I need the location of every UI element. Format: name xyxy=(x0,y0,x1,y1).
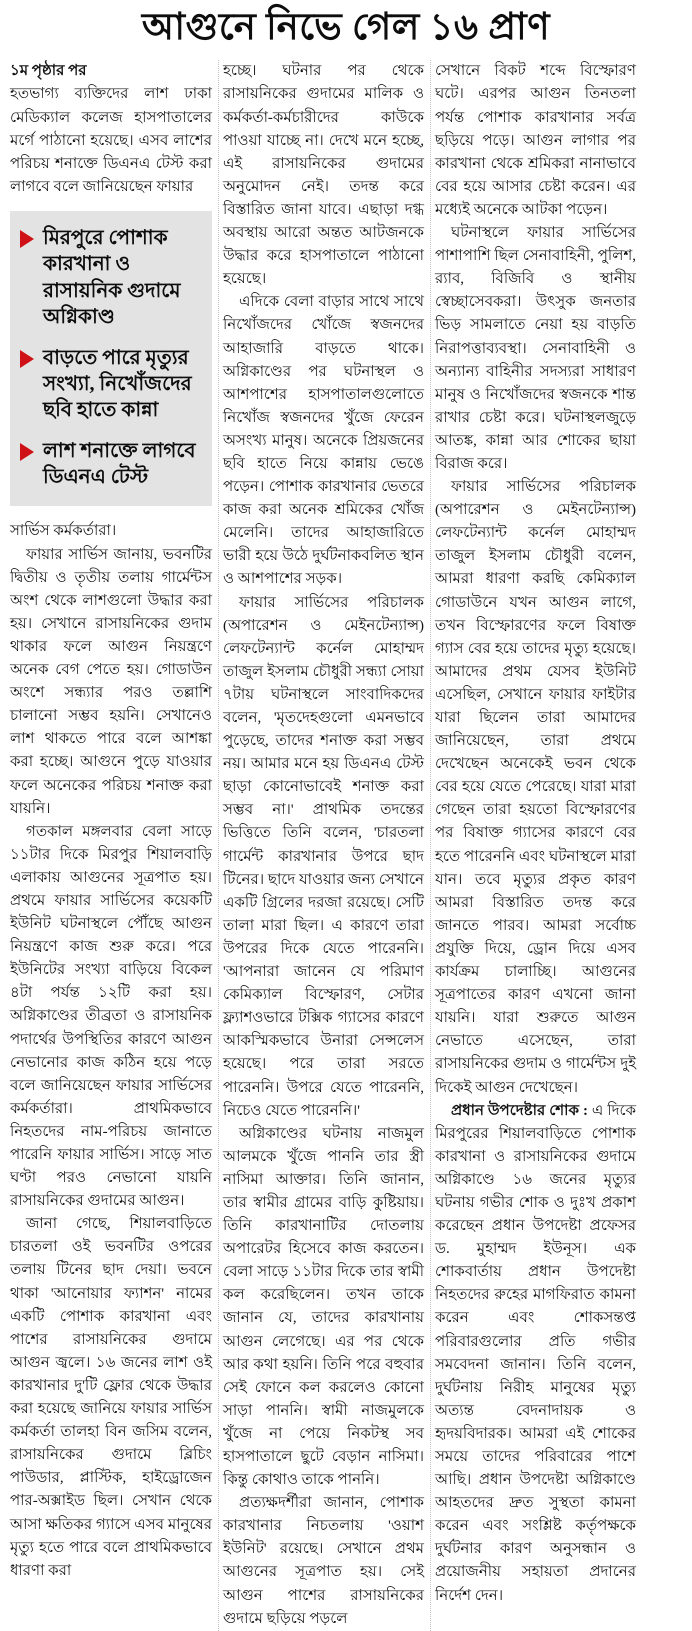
summary-bullet-item xyxy=(18,438,202,491)
triangle-bullet-icon xyxy=(20,350,34,368)
paragraph: প্রত্যক্ষদর্শীরা জানান, পোশাক কারখানার নিচতলায় 'ওয়াশ ইউনিট' রয়েছে। সেখানে প্রথম আগুনের সূত্রপাত হয়। সেই আগুন পাশের রাসায়নিকের গুদামে ছড়িয়ে পড়লে xyxy=(223,1495,424,1627)
paragraph: ঘটনাস্থলে ফায়ার সার্ভিসের পাশাপাশি ছিল সেনাবাহিনী, পুলিশ, র‍্যাব, বিজিবি ও স্থানীয় স্বেচ্ছাসেবকরা। উৎসুক জনতার ভিড় সামলাতে নেয়া হয় বাড়তি নিরাপত্তাব্যবস্থা। সেনাবাহিনী ও অন্যান্য বাহিনীর সদস্যরা সাধারণ মানুষ ও নিখোঁজদের স্বজনকে শান্ত রাখার চেষ্টা করে। ঘটনাস্থলজুড়ে আতঙ্ক, কান্না আর শোকের ছায়া বিরাজ করে। xyxy=(435,225,636,472)
paragraph: হচ্ছে। ঘটনার পর থেকে রাসায়নিকের গুদামের মালিক ও কর্মকর্তা-কর্মচারীদের কাউকে পাওয়া যাচ্ছে না। দেখে মনে হচ্ছে, এই রাসায়নিকের গুদামের অনুমোদন নেই। তদন্ত করে বিস্তারিত জানা যাবে। এছাড়া দগ্ধ অবস্থায় আরো অন্তত আটজনকে উদ্ধার করে হাসপাতালে পাঠানো হয়েছে। xyxy=(223,63,424,288)
triangle-bullet-icon xyxy=(20,443,34,461)
section-lead-label: প্রধান উপদেষ্টার শোক : xyxy=(451,1102,588,1119)
summary-bullet-item xyxy=(18,345,202,424)
column-middle xyxy=(218,60,430,1630)
paragraph: জানা গেছে, শিয়ালবাড়িতে চারতলা ওই ভবনটির ওপরের তলায় টিনের ছাদ দেয়া। ভবনে থাকা 'আনোয়ার ফ্যাশন' নামের একটি পোশাক কারখানা এবং পাশের রাসায়নিকের গুদামে আগুন জ্বলে। ১৬ জনের লাশ ওই কারখানার দু'টি ফ্লোর থেকে উদ্ধার করা হয়েছে জানিয়ে ফায়ার সার্ভিস কর্মকর্তা তালহা বিন জসিম বলেন, রাসায়নিকের গুদামে ব্লিচিং পাউডার, প্লাস্টিক, হাইড্রোজেন পার-অক্সাইড ছিল। সেখান থেকে আসা ক্ষতিকর গ্যাসে এসব মানুষের মৃত্যু হতে পারে বলে প্রাথমিকভাবে ধারণা করা xyxy=(10,1216,212,1579)
paragraph: ফায়ার সার্ভিসের পরিচালক (অপারেশন ও মেইনটেন্যান্স) লেফটেন্যান্ট কর্নেল মোহাম্মদ তাজুল ইসলাম চৌধুরী সন্ধ্যা সোয়া ৭টায় ঘটনাস্থলে সাংবাদিকদের বলেন, 'মৃতদেহগুলো এমনভাবে পুড়েছে, তাদের শনাক্ত করা সম্ভব নয়। আমার মনে হয় ডিএনএ টেস্ট ছাড়া কোনোভাবেই শনাক্ত করা সম্ভব না।' প্রাথমিক তদন্তের ভিত্তিতে তিনি বলেন, 'চারতলা গার্মেন্ট কারখানার উপরে ছাদ টিনের। ছাদে যাওয়ার জন্য সেখানে একটি গ্রিলের দরজা রয়েছে। সেটি তালা মারা ছিল। এ কারণে তারা উপরের দিকে যেতে পারেননি। 'আপনারা জানেন যে পরিমাণ কেমিক্যাল বিস্ফোরণ, সেটার ফ্ল্যাশওভারে টক্সিক গ্যাসের কারণে আকস্মিকভাবে উনারা সেন্সলেস হয়েছে। পরে তারা সরতে পারেননি। উপরে যেতে পারেননি, নিচেও যেতে পারেননি।' xyxy=(223,594,424,1119)
paragraph: ফায়ার সার্ভিসের পরিচালক (অপারেশন ও মেইনটেন্যান্স) লেফটেন্যান্ট কর্নেল মোহাম্মদ তাজুল ইসলাম চৌধুরী বলেন, আমরা ধারণা করছি কেমিক্যাল গোডাউনে যখন আগুন লাগে, তখন বিস্ফোরণের ফলে বিষাক্ত গ্যাস বের হয়ে তাদের মৃত্যু হয়েছে। আমাদের প্রথম যেসব ইউনিট এসেছিল, সেখানে ফায়ার ফাইটার যারা ছিলেন তারা আমাদের জানিয়েছেন, তারা প্রথমে দেখেছেন অনেকেই ভবন থেকে বের হয়ে যেতে পেরেছে। যারা মারা গেছেন তারা হয়তো বিস্ফোরণের পর বিষাক্ত গ্যাসের কারণে বের হতে পারেননি এবং ঘটনাস্থলে মারা যান। তবে মৃত্যুর প্রকৃত কারণ আমরা বিস্তারিত তদন্ত করে জানতে পারব। আমরা সর্বোচ্চ প্রযুক্তি দিয়ে, ড্রোন দিয়ে এসব কার্যক্রম চালাচ্ছি। আগুনের সূত্রপাতের কারণ এখনো জানা যায়নি। যারা শুরুতে আগুন নেভাতে এসেছেন, তারা রাসায়নিকের গুদাম ও গার্মেন্টস দুই দিকেই আগুন দেখেছেন। xyxy=(435,479,636,1096)
paragraph: সেখানে বিকট শব্দে বিস্ফোরণ ঘটে। এরপর আগুন তিনতলা পর্যন্ত পোশাক কারখানার সর্বত্র ছড়িয়ে পড়ে। আগুন লাগার পর কারখানা থেকে শ্রমিকরা নানাভাবে বের হয়ে আসার চেষ্টা করেন। এর মধ্যেই অনেকে আটকা পড়েন। xyxy=(435,63,636,218)
highlight-summary-box xyxy=(10,211,212,507)
summary-bullet-text: মিরপুরে পোশাক কারখানা ও রাসায়নিক গুদামে অগ্নিকাণ্ড xyxy=(43,226,181,329)
continued-from-page-label: ১ম পৃষ্ঠার পর xyxy=(10,63,87,80)
summary-bullet-text: লাশ শনাক্তে লাগবে ডিএনএ টেস্ট xyxy=(43,439,196,489)
summary-bullet-text: বাড়তে পারে মৃত্যুর সংখ্যা, নিখোঁজদের ছবি হাতে কান্না xyxy=(43,346,192,422)
paragraph: হতভাগ্য ব্যক্তিদের লাশ ঢাকা মেডিক্যাল কলেজ হাসপাতালের মর্গে পাঠানো হয়েছে। এসব লাশের পরিচয় শনাক্তে ডিএনএ টেস্ট করা লাগবে বলে জানিয়েছেন ফায়ার xyxy=(10,86,212,195)
paragraph: গতকাল মঙ্গলবার বেলা সাড়ে ১১টার দিকে মিরপুর শিয়ালবাড়ি এলাকায় আগুনের সূত্রপাত হয়। প্রথমে ফায়ার সার্ভিসের কয়েকটি ইউনিট ঘটনাস্থলে পৌঁছে আগুন নিয়ন্ত্রণে কাজ শুরু করে। পরে ইউনিটের সংখ্যা বাড়িয়ে বিকেল ৪টা পর্যন্ত ১২টি করা হয়। অগ্নিকাণ্ডের তীব্রতা ও রাসায়নিক পদার্থের উপস্থিতির কারণে আগুন নেভানোর কাজ কঠিন হয়ে পড়ে বলে জানিয়েছেন ফায়ার সার্ভিসের কর্মকর্তারা। প্রাথমিকভাবে নিহতদের নাম-পরিচয় জানাতে পারেনি ফায়ার সার্ভিস। সাড়ে সাত ঘণ্টা পরও নেভানো যায়নি রাসায়নিকের গুদামের আগুন। xyxy=(10,823,212,1210)
paragraph: অগ্নিকাণ্ডের ঘটনায় নাজমুল আলমকে খুঁজে পাননি তার স্ত্রী নাসিমা আক্তার। তিনি জানান, তার স্বামীর গ্রামের বাড়ি কুষ্টিয়ায়। তিনি কারখানাটির দোতলায় অপারেটর হিসেবে কাজ করতেন। বেলা সাড়ে ১১টার দিকে তার স্বামী কল করেছিলেন। তখন তাকে জানান যে, তাদের কারখানায় আগুন লেগেছে। এর পর থেকে আর কথা হয়নি। তিনি পরে বহুবার সেই ফোনে কল করলেও কোনো সাড়া পাননি। স্বামী নাজমুলকে খুঁজে না পেয়ে নিকটস্থ সব হাসপাতালে ছুটে বেড়ান নাসিমা। কিন্তু কোথাও তাকে পাননি। xyxy=(223,1125,424,1489)
paragraph: সার্ভিস কর্মকর্তারা। xyxy=(10,523,117,540)
paragraph: এদিকে বেলা বাড়ার সাথে সাথে নিখোঁজদের খোঁজে স্বজনদের আহাজারি বাড়তে থাকে। অগ্নিকাণ্ডের পর ঘটনাস্থল ও আশপাশের হাসপাতালগুলোতে নিখোঁজ স্বজনদের খুঁজে ফেরেন অসংখ্য মানুষ। অনেকে প্রিয়জনের ছবি হাতে নিয়ে কান্নায় ভেঙে পড়েন। পোশাক কারখানার ভেতরে কাজ করা অনেক শ্রমিকের খোঁজ মেলেনি। তাদের আহাজারিতে ভারী হয়ে উঠে দুর্ঘটনাকবলিত স্থান ও আশপাশের সড়ক। xyxy=(223,294,424,588)
paragraph: ফায়ার সার্ভিস জানায়, ভবনটির দ্বিতীয় ও তৃতীয় তলায় গার্মেন্টস অংশ থেকে লাশগুলো উদ্ধার করা হয়। সেখানে রাসায়নিকের গুদাম থাকার ফলে আগুন নিয়ন্ত্রণে অনেক বেগ পেতে হয়। গোডাউন অংশে সন্ধ্যার পরও তল্লাশি চালানো সম্ভব হয়নি। সেখানেও লাশ থাকতে পারে বলে আশঙ্কা করা হচ্ছে। আগুনে পুড়ে যাওয়ার ফলে অনেকের পরিচয় শনাক্ত করা যায়নি। xyxy=(10,546,212,817)
column-right xyxy=(430,60,642,1630)
column-left xyxy=(6,60,218,1630)
triangle-bullet-icon xyxy=(20,230,34,248)
article-columns xyxy=(6,60,686,1630)
section-body-text: এ দিকে মিরপুরের শিয়ালবাড়িতে পোশাক কারখানা ও রাসায়নিকের গুদামে অগ্নিকাণ্ডে ১৬ জনের মৃত্যুর ঘটনায় গভীর শোক ও দুঃখ প্রকাশ করেছেন প্রধান উপদেষ্টা প্রফেসর ড. মুহাম্মদ ইউনূস। এক শোকবার্তায় প্রধান উপদেষ্টা নিহতদের রুহের মাগফিরাত কামনা করেন এবং শোকসন্তপ্ত পরিবারগুলোর প্রতি গভীর সমবেদনা জানান। তিনি বলেন, দুর্ঘটনায় নিরীহ মানুষের মৃত্যু অত্যন্ত বেদনাদায়ক ও হৃদয়বিদারক। আমরা এই শোকের সময়ে তাদের পরিবারের পাশে আছি। প্রধান উপদেষ্টা অগ্নিকাণ্ডে আহতদের দ্রুত সুস্থতা কামনা করেন এবং সংশ্লিষ্ট কর্তৃপক্ষকে দুর্ঘটনার কারণ অনুসন্ধান ও প্রয়োজনীয় সহায়তা প্রদানের নির্দেশ দেন। xyxy=(435,1102,636,1604)
summary-bullet-item xyxy=(18,225,202,331)
article-headline: আগুনে নিভে গেল ১৬ প্রাণ xyxy=(141,7,551,48)
paragraph-chief-adviser-condolence xyxy=(435,1100,636,1608)
